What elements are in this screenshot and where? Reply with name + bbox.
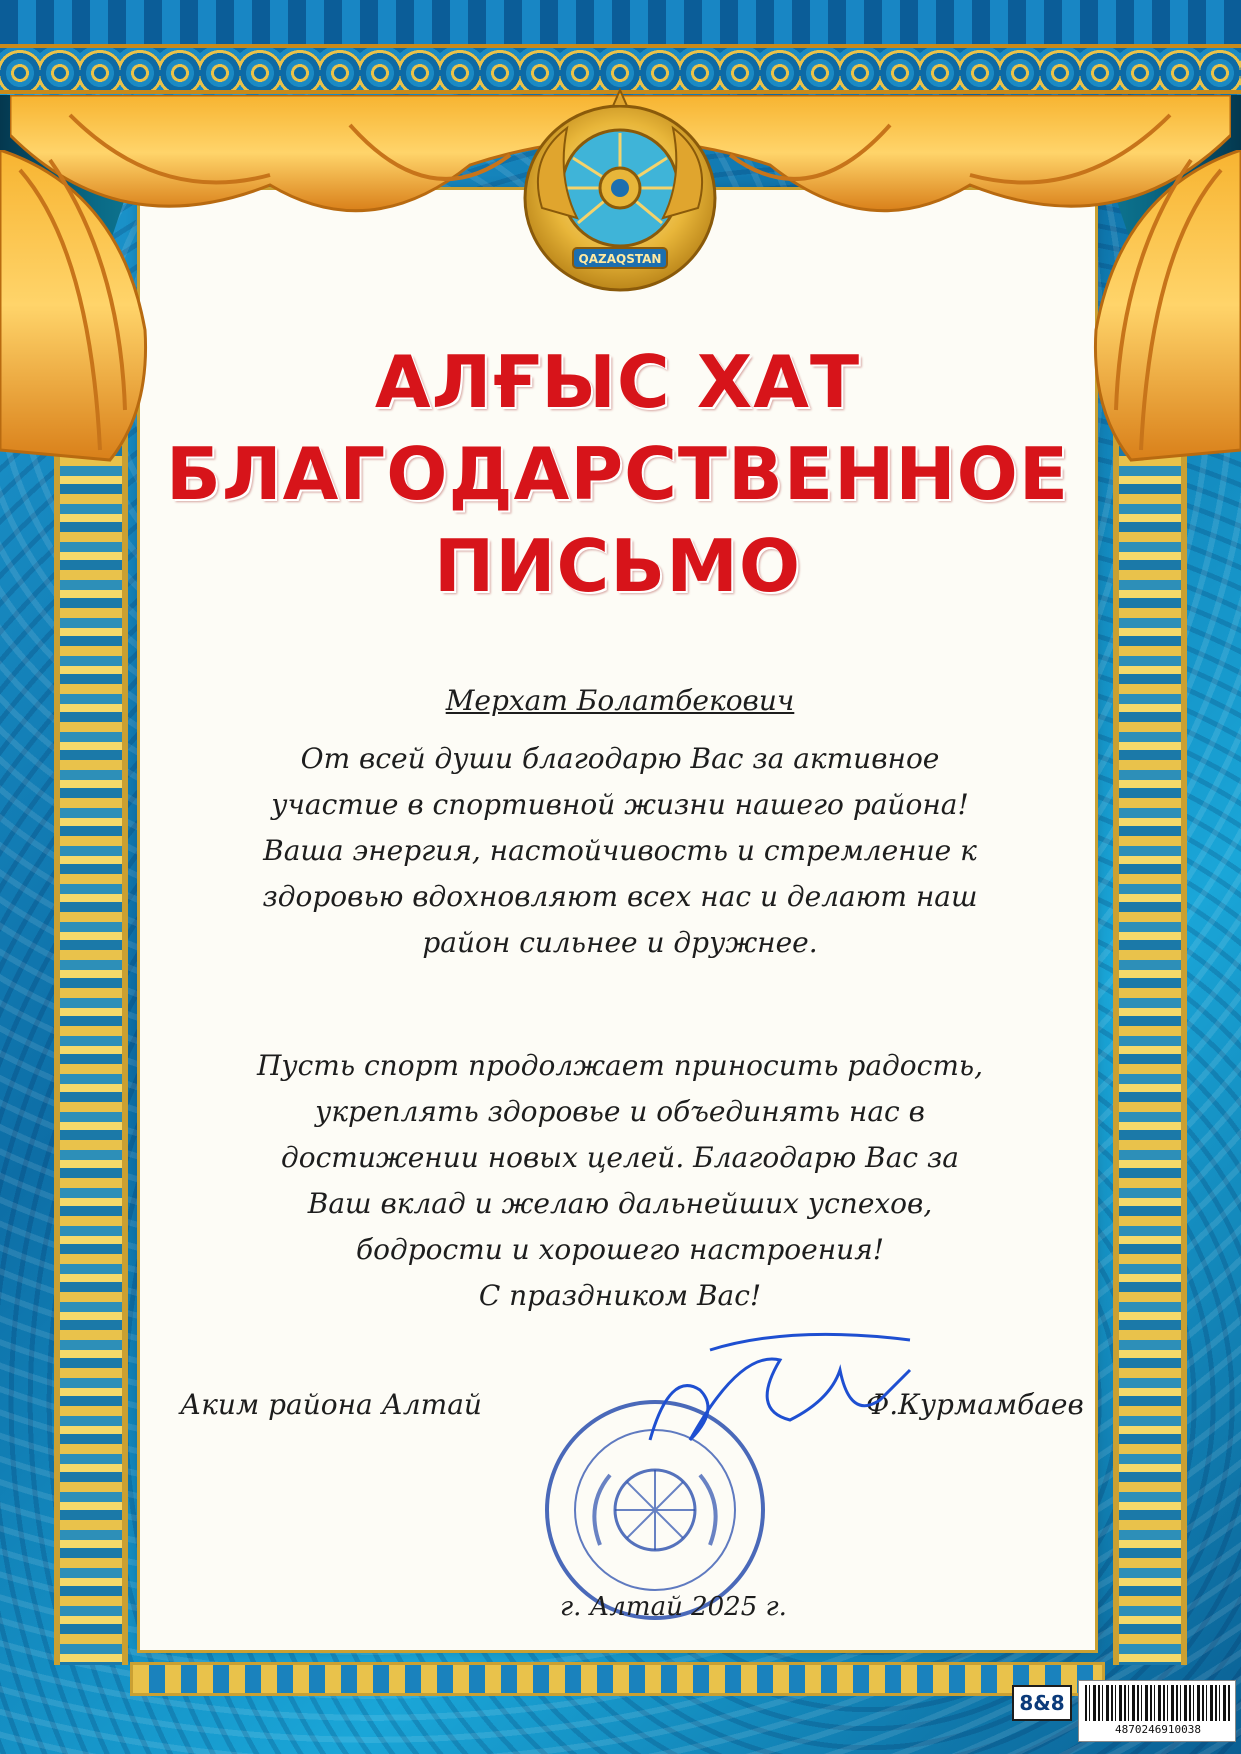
title-russian-line2: ПИСЬМО [433,524,802,608]
barcode [1078,1680,1236,1742]
signer-title: Аким района Алтай [180,1388,482,1421]
left-ornament-column [54,380,128,1665]
signer-name: Ф.Курмамбаев [866,1388,1084,1421]
place-and-date: г. Алтай 2025 г. [560,1592,787,1622]
recipient-name: Мерхат Болатбекович [445,684,795,717]
right-gold-drape-icon [1091,150,1241,470]
barcode-number: 4870246910038 [1114,1723,1202,1736]
holiday-greeting: С праздником Вас! [478,1279,762,1312]
emblem-label: QAZAQSTAN [578,252,662,266]
title-kazakh: АЛҒЫС ХАТ [374,340,861,424]
publisher-logo: 8&8 [1012,1685,1072,1721]
title-russian-line1: БЛАГОДАРСТВЕННОЕ [165,432,1070,516]
top-ornament-band [0,0,1241,44]
barcode-lines [1085,1685,1231,1721]
gratitude-paragraph-1: От всей души благодарю Вас за активное участие в спортивной жизни нашего района! Ваша энергия, настойчивость и стремление к здоровью вдохновляют всех нас и делают наш район сильнее и дружнее. [262,742,978,959]
right-ornament-column [1113,380,1187,1665]
left-gold-drape-icon [0,150,150,470]
kazakhstan-emblem-icon [507,88,733,298]
gold-ornament-strip [0,44,1241,94]
bottom-ornament-band [130,1662,1105,1696]
handwritten-signature-icon [630,1330,920,1470]
gratitude-paragraph-2: Пусть спорт продолжает приносить радость, укреплять здоровье и объединять нас в достижении новых целей. Благодарю Вас за Ваш вклад и желаю дальнейших успехов, бодрости и хорошего настроения! [256,1049,984,1266]
